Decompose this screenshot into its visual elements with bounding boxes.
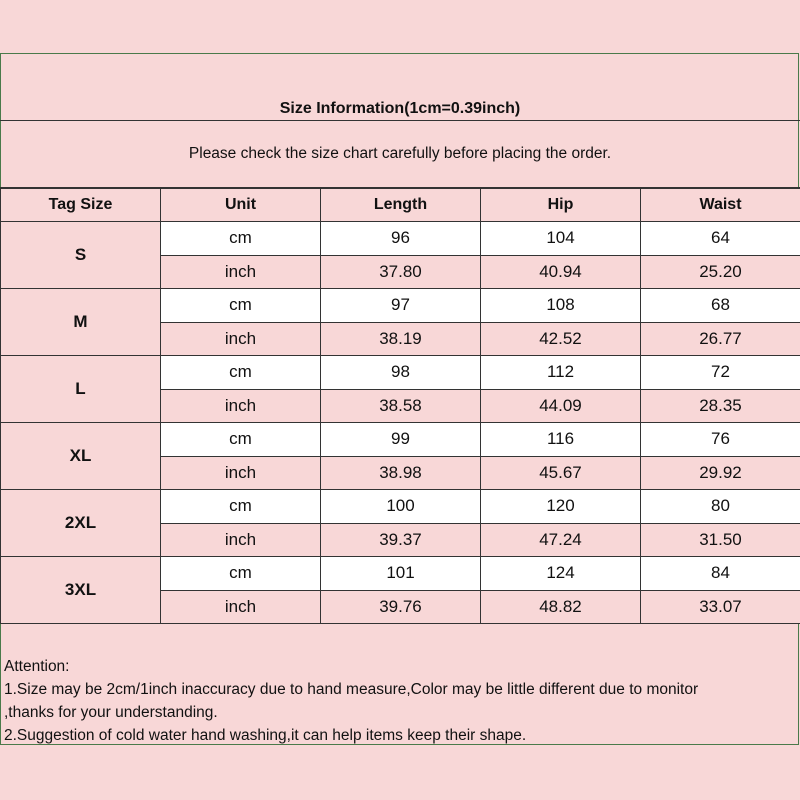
length-cell: 99 (321, 423, 481, 457)
waist-cell: 29.92 (641, 456, 800, 490)
hip-cell: 124 (481, 557, 641, 591)
waist-cell: 72 (641, 356, 800, 390)
notes-heading: Attention: (4, 658, 70, 675)
unit-cell: inch (161, 590, 321, 624)
size-table (0, 188, 800, 624)
length-cell: 96 (321, 222, 481, 256)
header-unit: Unit (161, 189, 321, 222)
hip-cell: 116 (481, 423, 641, 457)
header-hip: Hip (481, 189, 641, 222)
tag-size-cell: M (1, 289, 161, 356)
note-line: ,thanks for your understanding. (4, 704, 218, 721)
length-cell: 39.37 (321, 523, 481, 557)
table-row (1, 423, 800, 457)
note-line: 2.Suggestion of cold water hand washing,it can help items keep their shape. (4, 727, 527, 744)
waist-cell: 64 (641, 222, 800, 256)
waist-cell: 80 (641, 490, 800, 524)
attention-notes (4, 655, 799, 747)
table-row (1, 557, 800, 591)
waist-cell: 26.77 (641, 322, 800, 356)
hip-cell: 44.09 (481, 389, 641, 423)
length-cell: 39.76 (321, 590, 481, 624)
subtitle: Please check the size chart carefully before placing the order. (188, 145, 612, 162)
hip-cell: 104 (481, 222, 641, 256)
unit-cell: inch (161, 456, 321, 490)
tag-size-cell: 2XL (1, 490, 161, 557)
waist-cell: 84 (641, 557, 800, 591)
table-row (1, 356, 800, 390)
length-cell: 37.80 (321, 255, 481, 289)
page-title: Size Information(1cm=0.39inch) (279, 100, 521, 117)
unit-cell: cm (161, 289, 321, 323)
length-cell: 100 (321, 490, 481, 524)
length-cell: 97 (321, 289, 481, 323)
title-row (0, 53, 800, 121)
hip-cell: 40.94 (481, 255, 641, 289)
length-cell: 38.19 (321, 322, 481, 356)
unit-cell: cm (161, 356, 321, 390)
note-line: 1.Size may be 2cm/1inch inaccuracy due to hand measure,Color may be little different due to monitor (4, 681, 699, 698)
waist-cell: 25.20 (641, 255, 800, 289)
unit-cell: inch (161, 389, 321, 423)
length-cell: 38.58 (321, 389, 481, 423)
subtitle-row (0, 121, 800, 188)
waist-cell: 33.07 (641, 590, 800, 624)
unit-cell: cm (161, 557, 321, 591)
unit-cell: inch (161, 255, 321, 289)
unit-cell: cm (161, 490, 321, 524)
table-row (1, 490, 800, 524)
waist-cell: 28.35 (641, 389, 800, 423)
header-length: Length (321, 189, 481, 222)
waist-cell: 68 (641, 289, 800, 323)
hip-cell: 120 (481, 490, 641, 524)
tag-size-cell: S (1, 222, 161, 289)
unit-cell: cm (161, 423, 321, 457)
hip-cell: 42.52 (481, 322, 641, 356)
header-waist: Waist (641, 189, 800, 222)
hip-cell: 108 (481, 289, 641, 323)
hip-cell: 45.67 (481, 456, 641, 490)
hip-cell: 112 (481, 356, 641, 390)
waist-cell: 31.50 (641, 523, 800, 557)
tag-size-cell: XL (1, 423, 161, 490)
length-cell: 38.98 (321, 456, 481, 490)
tag-size-cell: L (1, 356, 161, 423)
unit-cell: inch (161, 523, 321, 557)
table-header-row (1, 189, 800, 222)
hip-cell: 48.82 (481, 590, 641, 624)
hip-cell: 47.24 (481, 523, 641, 557)
table-row (1, 289, 800, 323)
waist-cell: 76 (641, 423, 800, 457)
table-row (1, 222, 800, 256)
unit-cell: inch (161, 322, 321, 356)
tag-size-cell: 3XL (1, 557, 161, 624)
header-tag-size: Tag Size (1, 189, 161, 222)
length-cell: 101 (321, 557, 481, 591)
length-cell: 98 (321, 356, 481, 390)
unit-cell: cm (161, 222, 321, 256)
